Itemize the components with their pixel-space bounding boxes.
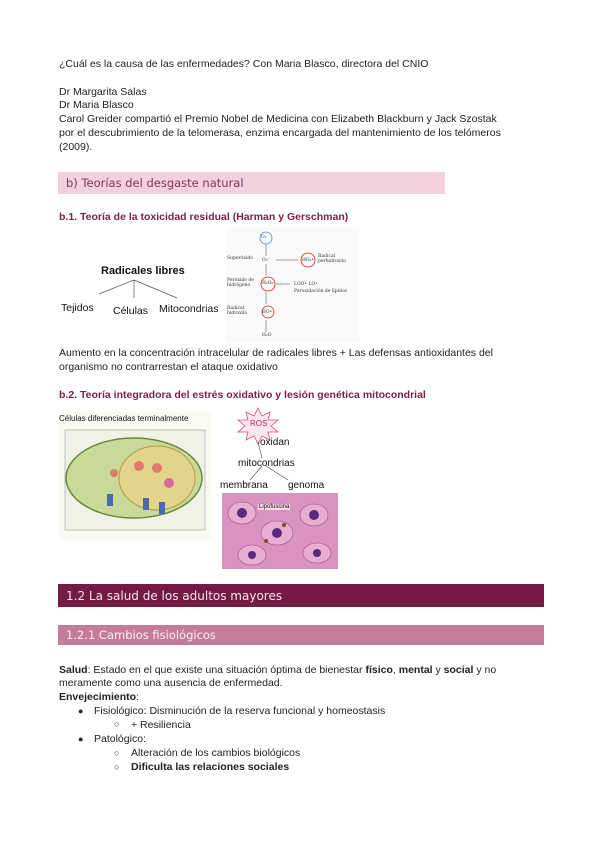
lipid-radicals: LOO• LO• xyxy=(294,282,318,287)
salud-y: y xyxy=(432,664,444,676)
salud-def-b: y no xyxy=(473,664,497,676)
salud-term: Salud xyxy=(59,664,88,676)
lipid-peroxidation-label: Peroxidación de lípidos xyxy=(294,289,347,294)
envejecimiento-heading xyxy=(59,691,139,705)
b1-heading: b.1. Teoría de la toxicidad residual (Harman y Gerschman) xyxy=(59,211,349,223)
bullet-circle-1: ○ xyxy=(114,719,120,729)
b1-text-line-1: Aumento en la concentración intracelular de radicales libres + Las defensas antioxidantes del xyxy=(59,347,493,359)
membrana-label: membrana xyxy=(220,480,268,491)
intro-line-3: Dr Maria Blasco xyxy=(59,99,134,111)
ros-label: ROS xyxy=(250,419,268,428)
oxidan-label: oxidan xyxy=(260,437,290,448)
salud-def-a: : Estado en el que existe una situación óptima de bienestar xyxy=(87,664,366,676)
histology-image xyxy=(222,493,338,569)
bullet-dot-2: ● xyxy=(78,734,84,744)
section-b-title: b) Teorías del desgaste natural xyxy=(66,176,244,190)
ros-concept-diagram xyxy=(220,406,336,496)
bullet-circle-3: ○ xyxy=(114,762,120,772)
b1-text-line-2: organismo no contrarrestan el ataque oxidativo xyxy=(59,361,278,373)
bullet-circle-2: ○ xyxy=(114,748,120,758)
intro-line-4: Carol Greider compartió el Premio Nobel de Medicina con Elizabeth Blackburn y Jack Szostak xyxy=(59,113,497,125)
salud-social: social xyxy=(443,664,474,676)
mito-drawing xyxy=(59,428,211,538)
oh-label: HO• xyxy=(262,310,273,315)
intro-line-1: ¿Cuál es la causa de las enfermedades? Con Maria Blasco, directora del CNIO xyxy=(59,58,429,70)
perhidroxilo-label: Radical perhidroxilo xyxy=(318,254,346,264)
salud-fisico: físico xyxy=(365,664,393,676)
salud-mental: mental xyxy=(398,664,433,676)
fisiologico-subitem: + Resiliencia xyxy=(131,719,191,731)
salud-comma: , xyxy=(392,664,399,676)
envejecimiento-term: Envejecimiento xyxy=(59,691,137,703)
o2-top: O₂ xyxy=(261,235,267,240)
patologico-subitem-1: Alteración de los cambios biológicos xyxy=(131,747,301,759)
section-1-2-title: 1.2 La salud de los adultos mayores xyxy=(66,588,283,603)
peroxido-label: Peróxido de hidrógeno xyxy=(227,278,254,288)
celulas-label: Células xyxy=(113,305,149,317)
h2o2-label: H₂O₂ xyxy=(262,281,274,286)
h2o-label: H₂O xyxy=(262,333,272,338)
intro-line-5: por el descubrimiento de la telomerasa, enzima encargada del mantenimiento de los telómeros xyxy=(59,127,501,139)
mitocondrias-word: mitocondrias xyxy=(238,458,295,469)
patologico-subitem-2: Dificulta las relaciones sociales xyxy=(131,761,290,773)
mito-caption: Células diferenciadas terminalmente xyxy=(59,414,189,423)
fisiologico-item: Fisiológico: Disminución de la reserva funcional y homeostasis xyxy=(94,705,386,717)
bullet-dot-1: ● xyxy=(78,706,84,716)
tejidos-label: Tejidos xyxy=(61,302,94,314)
lipofuscina-label: Lipofuscina xyxy=(259,504,290,510)
section-b-header xyxy=(58,172,445,194)
section-1-2-1-header xyxy=(58,625,544,645)
ho2-label: HO₂• xyxy=(302,258,315,263)
mitocondrias-label: Mitocondrias xyxy=(159,303,219,315)
genoma-label: genoma xyxy=(288,480,325,491)
mitochondria-figure xyxy=(59,412,211,540)
hidroxilo-label: Radical hidroxilo xyxy=(227,306,248,316)
radicales-diagram xyxy=(59,262,229,324)
salud-definition xyxy=(59,664,496,678)
envejecimiento-colon: : xyxy=(136,691,139,703)
patologico-item: Patológico: xyxy=(94,733,146,745)
intro-line-6: (2009). xyxy=(59,141,93,153)
section-1-2-1-title: 1.2.1 Cambios fisiológicos xyxy=(66,628,216,642)
radicales-label: Radicales libres xyxy=(101,265,185,277)
ros-chemistry-figure xyxy=(226,228,359,342)
intro-line-2: Dr Margarita Salas xyxy=(59,86,147,98)
superoxido-label: Superóxido xyxy=(227,256,253,261)
salud-line-2: meramente como una ausencia de enfermedad. xyxy=(59,677,283,689)
b2-heading: b.2. Teoría integradora del estrés oxidativo y lesión genética mitocondrial xyxy=(59,389,426,401)
o2-minus: O₂⁻ xyxy=(262,258,270,263)
section-1-2-header xyxy=(58,584,544,607)
